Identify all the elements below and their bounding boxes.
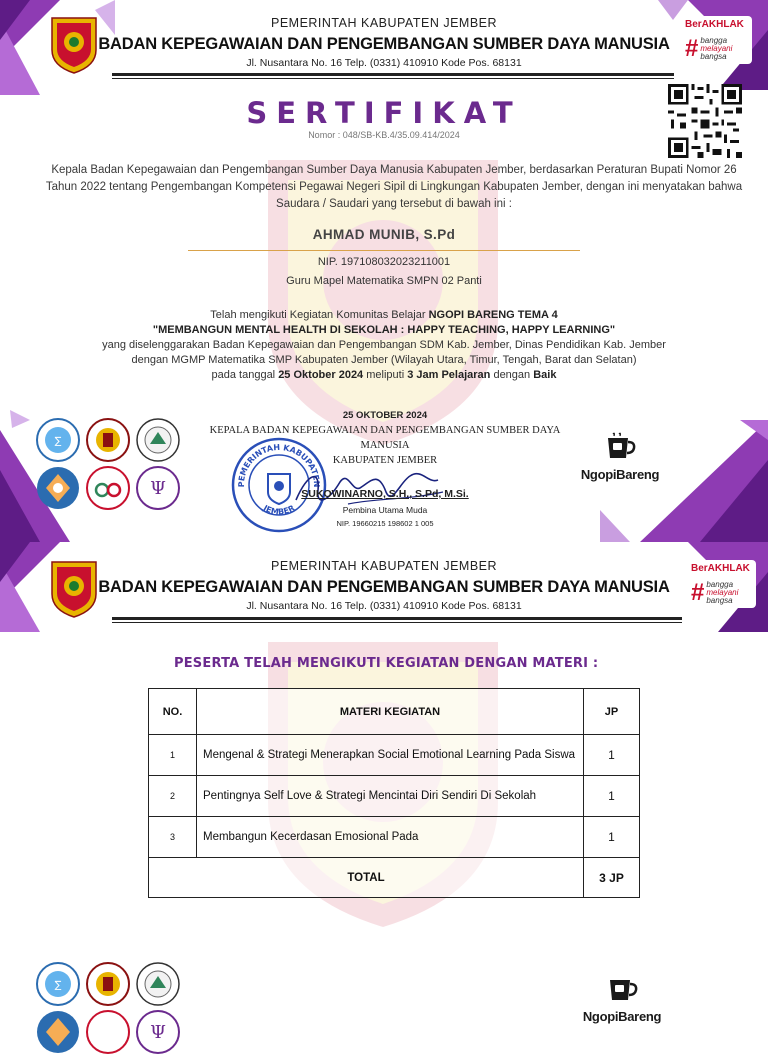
total-value: 3 JP (584, 858, 640, 898)
table-row (149, 735, 640, 776)
materials-heading: PESERTA TELAH MENGIKUTI KEGIATAN DENGAN MATERI : (174, 656, 599, 671)
signatory-name: SUKOWINARNO, S.H., S.Pd, M.Si. (301, 488, 469, 500)
event-theme: "MEMBANGUN MENTAL HEALTH DI SEKOLAH : HAPPY TEACHING, HAPPY LEARNING" (152, 324, 616, 336)
row-materi: Mengenal & Strategi Menerapkan Social Emotional Learning Pada Siswa (197, 735, 584, 776)
header-address: Jl. Nusantara No. 16 Telp. (0331) 410910 Kode Pos. 68131 (246, 57, 522, 69)
table-header-row (149, 689, 640, 735)
name-underline (188, 250, 580, 251)
header-divider (112, 73, 674, 76)
coffee-cup-icon (605, 974, 639, 1004)
header-government: PEMERINTAH KABUPATEN JEMBER (270, 16, 498, 30)
berakhlak-word: bangga (700, 36, 728, 45)
row-jp: 1 (584, 776, 640, 817)
row-jp: 1 (584, 735, 640, 776)
signatory-rank: Pembina Utama Muda (342, 505, 428, 515)
row-number: 1 (149, 735, 197, 776)
svg-text:JEMBER: JEMBER (261, 503, 297, 517)
header-divider (112, 617, 682, 620)
gasp-logo-icon (36, 466, 80, 510)
svg-text:∑: ∑ (54, 436, 62, 447)
row-materi: Membangun Kecerdasan Emosional Pada (197, 817, 584, 858)
hash-icon: # (691, 579, 705, 606)
certificate-number: Nomor : 048/SB-KB.4/35.09.414/2024 (308, 130, 460, 140)
school-logo-icon (86, 962, 130, 1006)
ngopibareng-logo (568, 432, 672, 487)
event-name: NGOPI BARENG TEMA 4 (428, 309, 558, 321)
body-line: yang diselenggarakan Badan Kepegawaian dan Pengembangan SDM Kab. Jember, Dinas Pendidikan Kab. Jember (102, 339, 666, 351)
mgmp-matematika-logo-icon (36, 962, 80, 1006)
certificate-title: SERTIFIKAT (246, 96, 522, 130)
organization-logo-icon (86, 466, 130, 510)
header-divider (112, 78, 674, 79)
svg-text:∑: ∑ (54, 980, 62, 991)
himpsi-logo-icon (136, 466, 180, 510)
berakhlak-word: bangsa (706, 596, 733, 605)
ngopibareng-name: NgopiBareng (580, 467, 660, 482)
certificate-body (30, 308, 738, 383)
header-divider (112, 622, 682, 623)
mgmp-logo-icon (136, 418, 180, 462)
recipient-name: AHMAD MUNIB, S.Pd (312, 227, 456, 242)
svg-text:PEMERINTAH KABUPATEN: PEMERINTAH KABUPATEN (236, 442, 322, 488)
body-line: dengan MGMP Matematika SMP Kabupaten Jember (Wilayah Utara, Timur, Tengah, Barat dan Selatan) (131, 354, 637, 366)
column-header-jp: JP (584, 689, 640, 735)
berakhlak-badge (680, 16, 752, 64)
row-number: 3 (149, 817, 197, 858)
berakhlak-badge (686, 560, 756, 608)
header-agency: BADAN KEPEGAWAIAN DAN PENGEMBANGAN SUMBER DAYA MANUSIA (98, 578, 670, 596)
table-total-row (149, 858, 640, 898)
event-hours: 3 Jam Pelajaran (407, 369, 491, 381)
certificate-intro: Kepala Badan Kepegawaian dan Pengembangan Sumber Daya Manusia Kabupaten Jember, berdasarkan Peraturan Bupati Nomor 26 Tahun 2022 tentang Pengembangan Kompetensi Pegawai Negeri Sipil di Lingkungan Kabupaten Jember, dengan ini menyatakan bahwa Saudara / Saudari yang tersebut di bawah ini : (45, 164, 743, 210)
berakhlak-word: melayani (706, 588, 739, 597)
svg-text:Ψ: Ψ (150, 478, 166, 499)
event-grade: Baik (533, 369, 557, 381)
ngopibareng-logo (570, 974, 674, 1024)
school-logo-icon (86, 418, 130, 462)
recipient-nip: NIP. 197108032023211001 (317, 256, 451, 268)
total-label: TOTAL (149, 858, 584, 898)
body-line: Telah mengikuti Kegiatan Komunitas Belajar NGOPI BARENG TEMA 4 (210, 309, 558, 321)
coffee-cup-icon (603, 432, 637, 462)
header-agency: BADAN KEPEGAWAIAN DAN PENGEMBANGAN SUMBER DAYA MANUSIA (98, 35, 670, 53)
recipient-job: Guru Mapel Matematika SMPN 02 Panti (286, 275, 482, 287)
svg-text:Ψ: Ψ (150, 1022, 166, 1043)
row-number: 2 (149, 776, 197, 817)
gasp-logo-icon (36, 1010, 80, 1054)
table-row (149, 817, 640, 858)
organization-logo-icon (86, 1010, 130, 1054)
ngopibareng-name: NgopiBareng (582, 1009, 662, 1024)
materials-table (148, 688, 640, 898)
table-row (149, 776, 640, 817)
column-header-materi: MATERI KEGIATAN (197, 689, 584, 735)
signatory-nip: NIP. 19660215 198602 1 005 (336, 519, 434, 528)
himpsi-logo-icon (136, 1010, 180, 1054)
signature-title: KEPALA BADAN KEPEGAWAIAN DAN PENGEMBANGAN SUMBER DAYA MANUSIA KABUPATEN JEMBER (209, 425, 561, 466)
column-header-no: NO. (149, 689, 197, 735)
berakhlak-word: bangsa (700, 52, 727, 61)
mgmp-logo-icon (136, 962, 180, 1006)
row-jp: 1 (584, 817, 640, 858)
mgmp-matematika-logo-icon (36, 418, 80, 462)
berakhlak-word: bangga (706, 580, 734, 589)
event-date: 25 Oktober 2024 (278, 369, 364, 381)
berakhlak-title: BerAKHLAK (691, 563, 750, 574)
header-government: PEMERINTAH KABUPATEN JEMBER (270, 559, 498, 573)
materials-page (0, 542, 768, 1043)
hash-icon: # (685, 35, 699, 62)
berakhlak-word: melayani (700, 44, 733, 53)
header-address: Jl. Nusantara No. 16 Telp. (0331) 410910 Kode Pos. 68131 (246, 600, 522, 612)
row-materi: Pentingnya Self Love & Strategi Mencintai Diri Sendiri Di Sekolah (197, 776, 584, 817)
berakhlak-title: BerAKHLAK (685, 19, 744, 30)
body-line: pada tanggal 25 Oktober 2024 meliputi 3 Jam Pelajaran dengan Baik (211, 369, 557, 381)
signature-date: 25 OKTOBER 2024 (342, 410, 428, 421)
